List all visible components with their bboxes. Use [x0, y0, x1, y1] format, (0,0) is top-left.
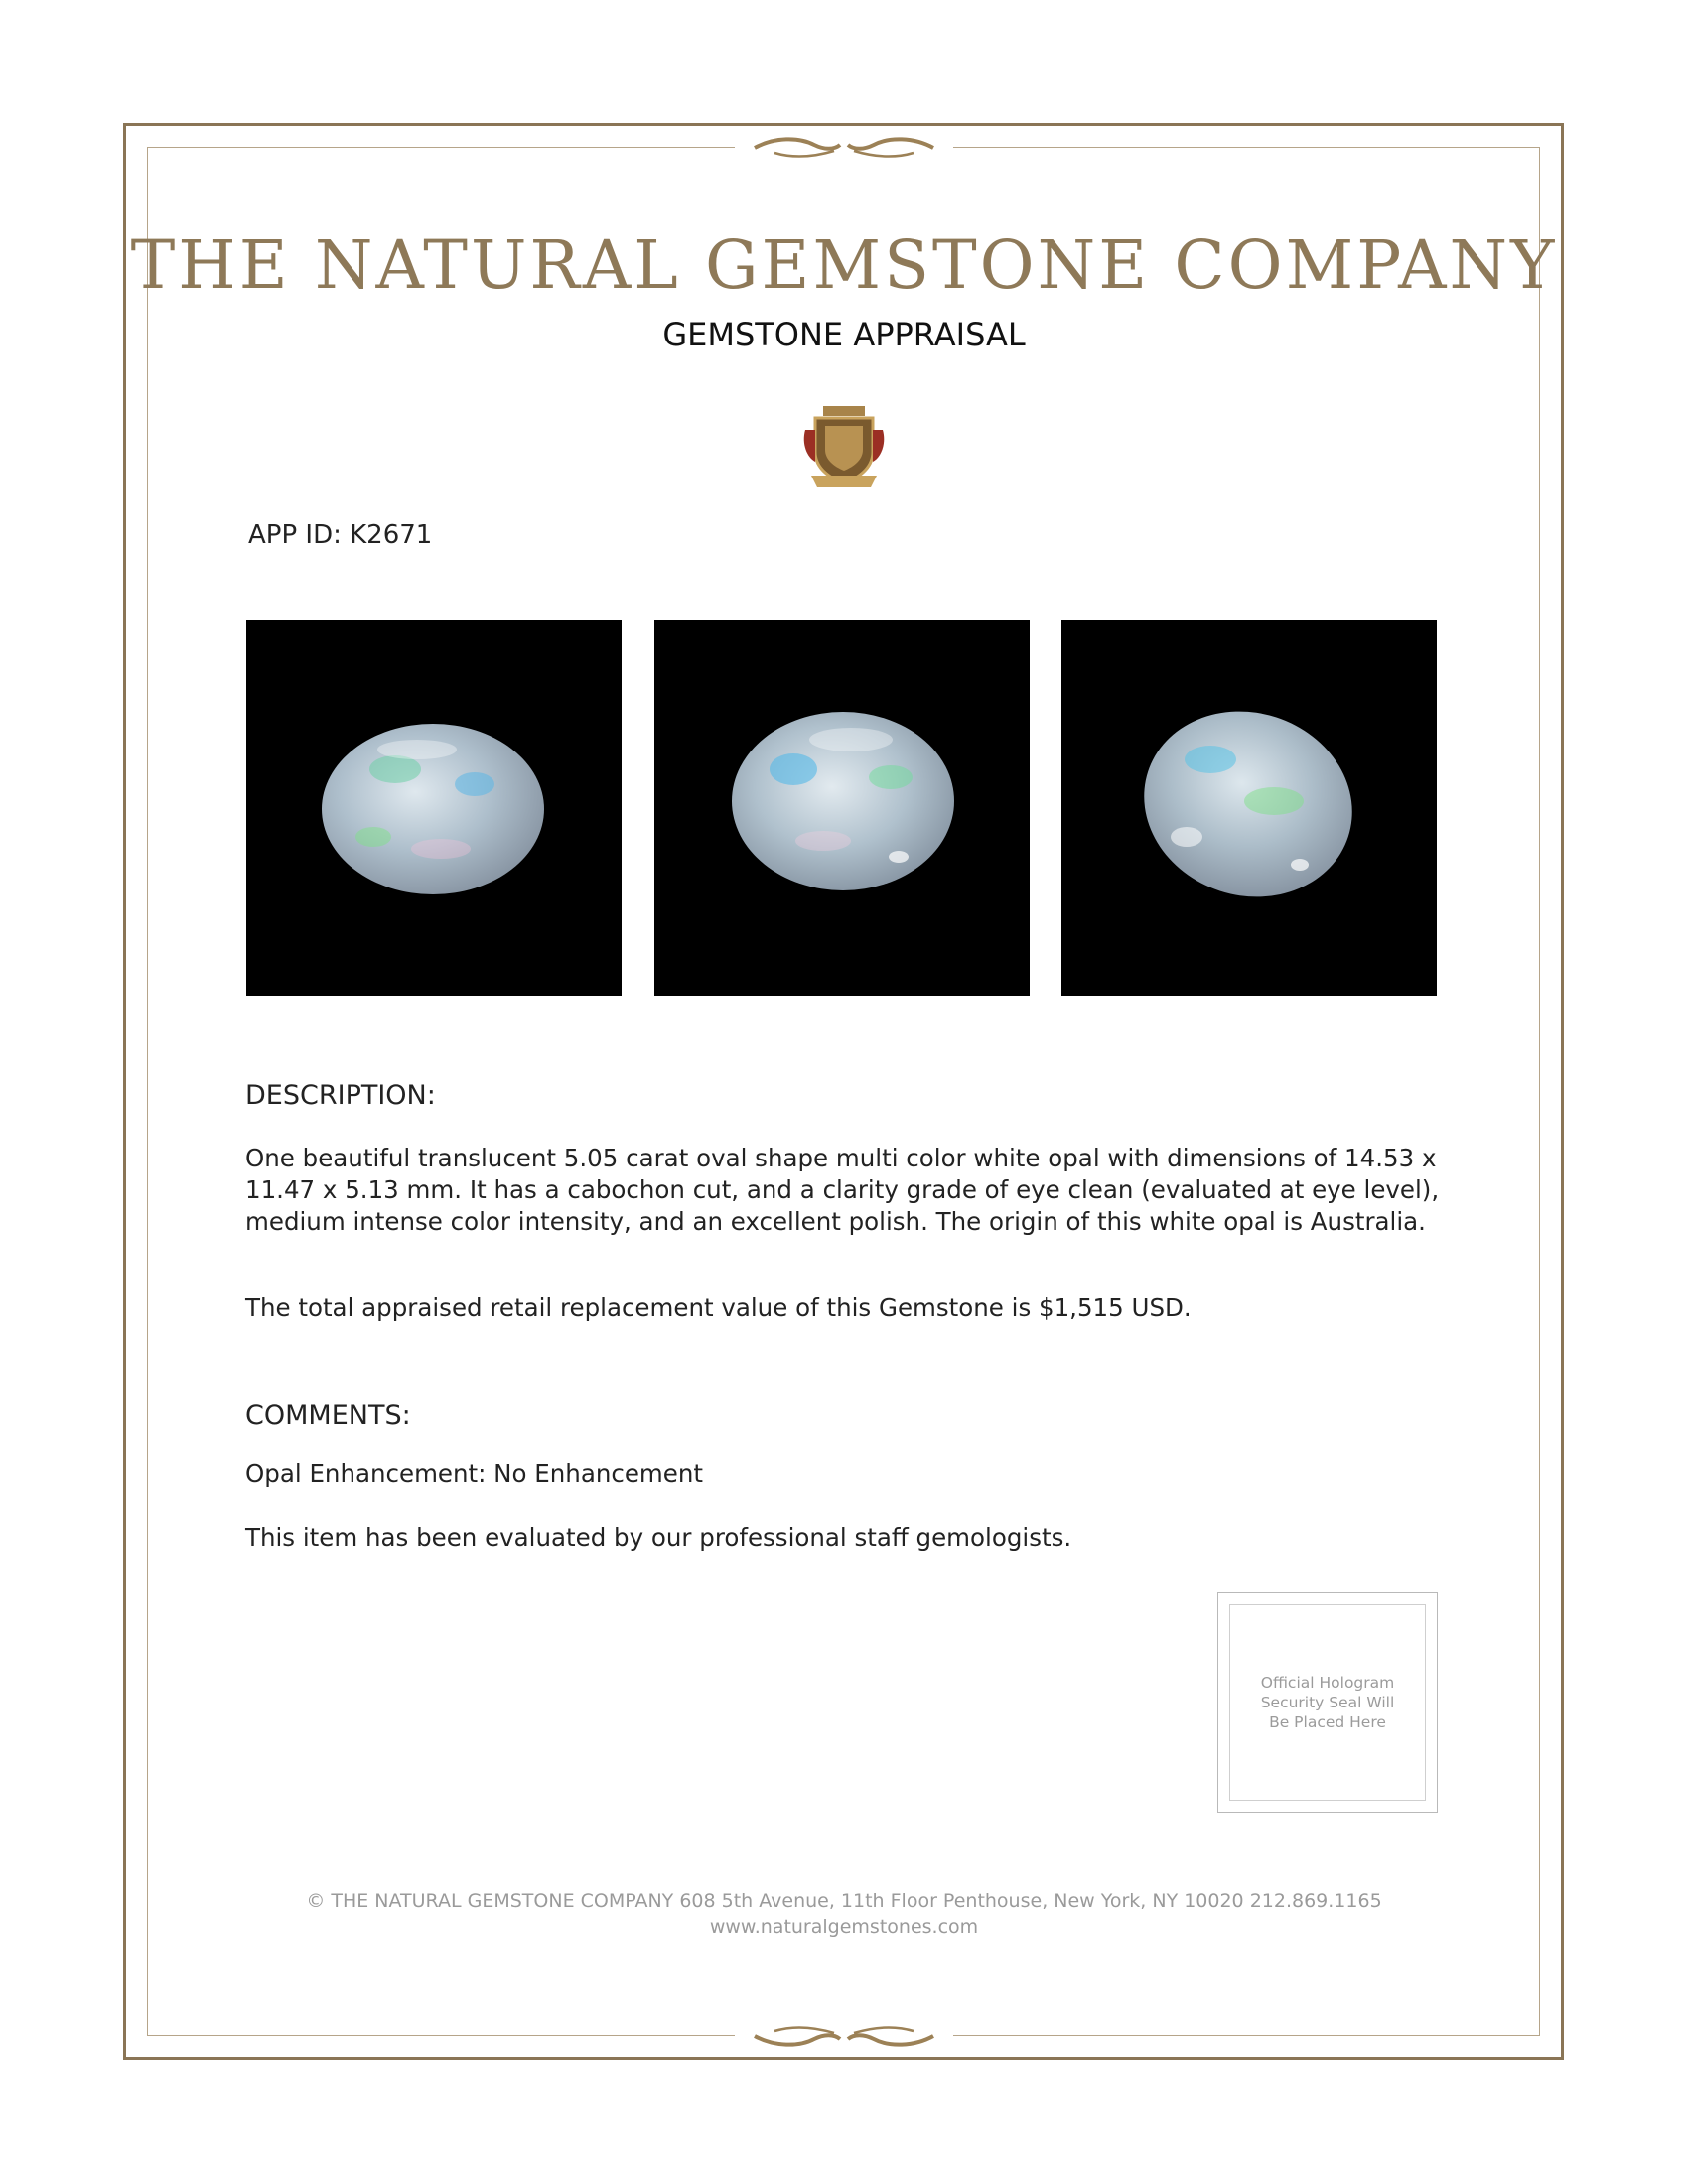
description-heading: DESCRIPTION:: [245, 1080, 436, 1111]
opal-stone-icon: [1061, 620, 1437, 996]
description-body: One beautiful translucent 5.05 carat oval shape multi color white opal with dimensions of 14.53 x 11.47 x 5.13 mm. It has a cabochon cut, and a clarity grade of eye clean (evaluated at eye level), medium intense color intensity, and an excellent polish. The origin of this white opal is Australia.: [245, 1144, 1440, 1236]
app-id: APP ID: K2671: [248, 520, 433, 550]
company-crest-icon: [799, 400, 889, 493]
opal-stone-icon: [246, 620, 622, 996]
company-name: THE NATURAL GEMSTONE COMPANY: [130, 226, 1558, 304]
hologram-seal-box: [1217, 1592, 1438, 1813]
footer-website: www.naturalgemstones.com: [709, 1916, 979, 1938]
opal-photo-front: [246, 620, 622, 996]
evaluation-comment: This item has been evaluated by our professional staff gemologists.: [245, 1523, 1072, 1552]
opal-stone-icon: [654, 620, 1030, 996]
footer-address: © THE NATURAL GEMSTONE COMPANY 608 5th Avenue, 11th Floor Penthouse, New York, NY 10020 212.869.1165: [306, 1890, 1382, 1912]
opal-photo-angle: [654, 620, 1030, 996]
comments-heading: COMMENTS:: [245, 1400, 411, 1431]
bottom-scroll-ornament: [735, 2019, 953, 2053]
top-scroll-ornament: [735, 131, 953, 165]
seal-placeholder-text: Official Hologram Security Seal Will Be Placed Here: [1260, 1674, 1395, 1731]
document-title: GEMSTONE APPRAISAL: [662, 316, 1026, 353]
enhancement-comment: Opal Enhancement: No Enhancement: [245, 1459, 703, 1488]
value-statement: The total appraised retail replacement value of this Gemstone is $1,515 USD.: [245, 1294, 1192, 1322]
opal-photo-side: [1061, 620, 1437, 996]
